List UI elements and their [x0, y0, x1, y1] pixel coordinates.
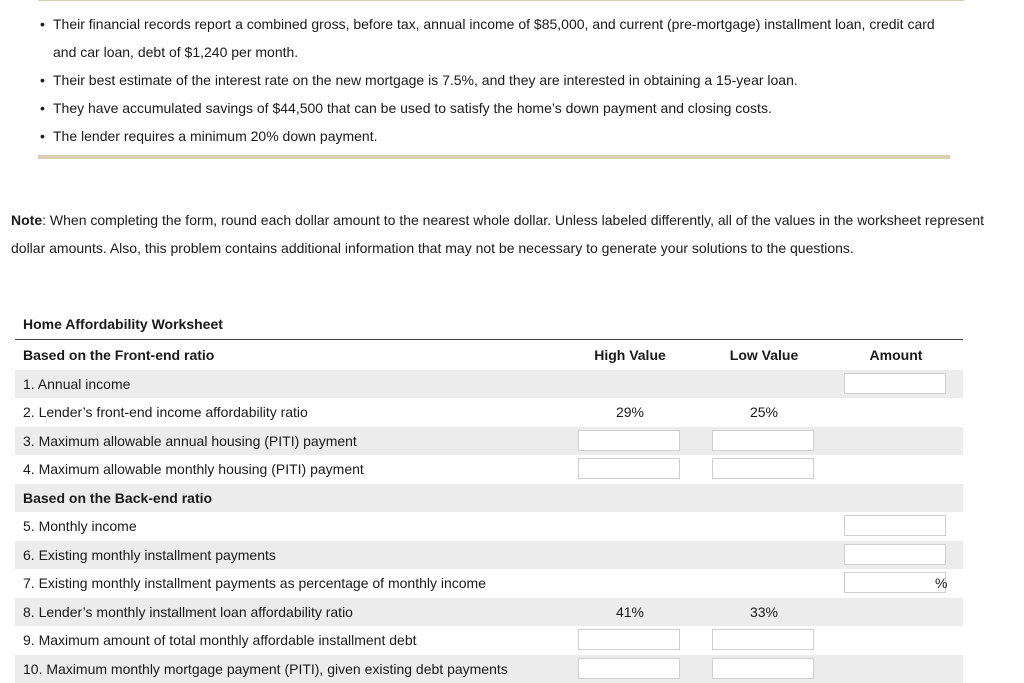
- bullet-icon: •: [40, 66, 45, 94]
- row-max-monthly-housing-payment: [15, 455, 963, 484]
- home-affordability-worksheet: [15, 341, 963, 683]
- row-label: 10. Maximum monthly mortgage payment (PITI), given existing debt payments: [23, 655, 508, 683]
- monthly-income-amount-input[interactable]: [844, 515, 946, 536]
- max-annual-piti-high-input[interactable]: [578, 430, 680, 451]
- row-annual-income: [15, 370, 963, 399]
- row-existing-installment-payments: [15, 541, 963, 570]
- row-label: 8. Lender’s monthly installment loan affordability ratio: [23, 598, 353, 627]
- note-text: : When completing the form, round each dollar amount to the nearest whole dollar. Unless labeled differently, all of the values in the worksheet represent dollar amounts. Also, this problem contains additional information that may not be necessary to generate your solutions to the questions.: [11, 212, 984, 256]
- row-front-end-ratio: [15, 398, 963, 427]
- top-divider: [38, 0, 964, 1]
- back-end-section-heading: Based on the Back-end ratio: [23, 484, 212, 513]
- note-label: Note: [11, 212, 42, 228]
- bullet-icon: •: [40, 10, 45, 38]
- problem-facts-list: [40, 10, 960, 150]
- row-label: 4. Maximum allowable monthly housing (PITI) payment: [23, 455, 364, 484]
- row-label: 1. Annual income: [23, 370, 130, 399]
- row-max-total-installment-debt: [15, 626, 963, 655]
- installment-percentage-input[interactable]: [844, 572, 946, 593]
- max-installment-debt-high-input[interactable]: [578, 629, 680, 650]
- instructions-note: [11, 206, 1011, 262]
- row-max-monthly-mortgage-payment: [15, 655, 963, 683]
- high-value-column-header: High Value: [578, 341, 682, 370]
- percent-unit-label: %: [935, 569, 947, 598]
- max-monthly-piti-high-input[interactable]: [578, 458, 680, 479]
- max-installment-debt-low-input[interactable]: [712, 629, 814, 650]
- fact-down-payment: [40, 122, 960, 150]
- max-mortgage-payment-low-input[interactable]: [712, 658, 814, 679]
- max-monthly-piti-low-input[interactable]: [712, 458, 814, 479]
- row-monthly-income: [15, 512, 963, 541]
- row-back-end-ratio: [15, 598, 963, 627]
- row-label: 6. Existing monthly installment payments: [23, 541, 276, 570]
- fact-text: The lender requires a minimum 20% down payment.: [53, 122, 960, 150]
- worksheet-title-rule: [15, 339, 963, 340]
- row-label: 7. Existing monthly installment payments as percentage of monthly income: [23, 569, 486, 598]
- fact-text: Their financial records report a combined gross, before tax, annual income of $85,000, and current (pre-mortgage) installment loan, credit card and car loan, debt of $1,240 per month.: [53, 10, 960, 66]
- back-end-ratio-low-value: 33%: [712, 598, 816, 627]
- fact-text: Their best estimate of the interest rate on the new mortgage is 7.5%, and they are interested in obtaining a 15-year loan.: [53, 66, 960, 94]
- bullet-icon: •: [40, 94, 45, 122]
- bullet-icon: •: [40, 122, 45, 150]
- row-label: 9. Maximum amount of total monthly affordable installment debt: [23, 626, 417, 655]
- back-end-header-row: [15, 484, 963, 513]
- front-end-ratio-low-value: 25%: [712, 398, 816, 427]
- fact-interest-rate: [40, 66, 960, 94]
- existing-installment-amount-input[interactable]: [844, 544, 946, 565]
- row-label: 2. Lender’s front-end income affordability ratio: [23, 398, 308, 427]
- row-installment-percentage: [15, 569, 963, 598]
- low-value-column-header: Low Value: [712, 341, 816, 370]
- max-mortgage-payment-high-input[interactable]: [578, 658, 680, 679]
- row-label: 3. Maximum allowable annual housing (PITI) payment: [23, 427, 357, 456]
- back-end-ratio-high-value: 41%: [578, 598, 682, 627]
- front-end-header-row: [15, 341, 963, 370]
- row-label: 5. Monthly income: [23, 512, 137, 541]
- fact-savings: [40, 94, 960, 122]
- amount-column-header: Amount: [844, 341, 948, 370]
- annual-income-amount-input[interactable]: [844, 373, 946, 394]
- section-divider: [38, 155, 950, 159]
- worksheet-title: Home Affordability Worksheet: [23, 316, 223, 332]
- row-max-annual-housing-payment: [15, 427, 963, 456]
- front-end-ratio-high-value: 29%: [578, 398, 682, 427]
- fact-income-debt: [40, 10, 960, 66]
- front-end-section-heading: Based on the Front-end ratio: [23, 341, 214, 370]
- max-annual-piti-low-input[interactable]: [712, 430, 814, 451]
- fact-text: They have accumulated savings of $44,500 that can be used to satisfy the home’s down payment and closing costs.: [53, 94, 960, 122]
